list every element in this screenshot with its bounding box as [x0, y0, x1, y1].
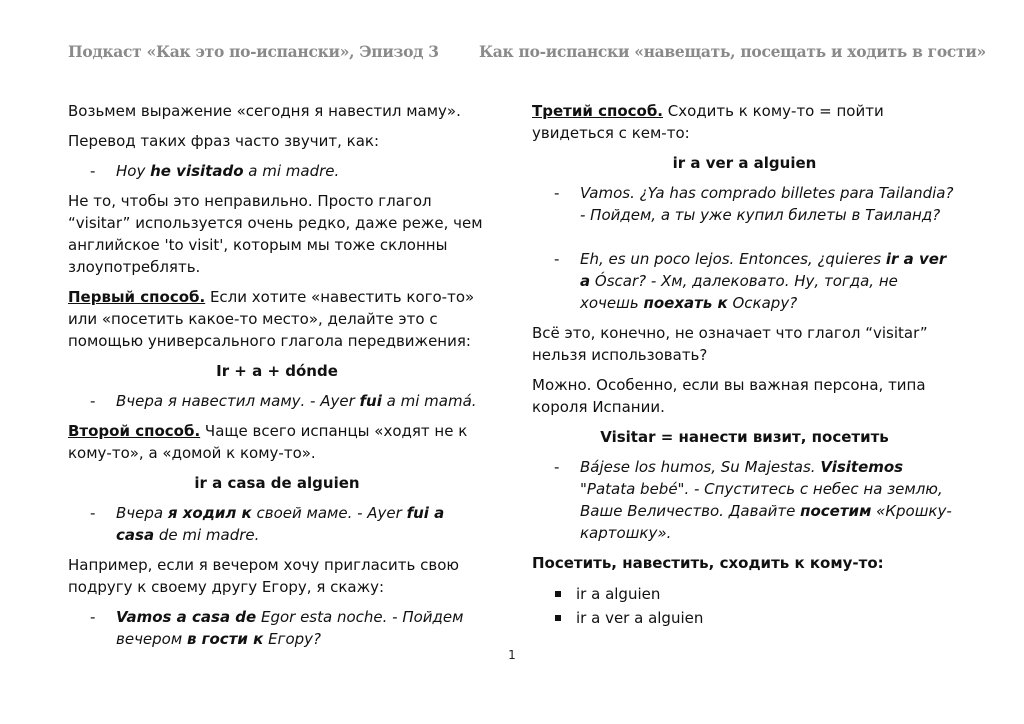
example-item: - Вчера я ходил к своей маме. - Ayer fui a casa de mi madre. [68, 502, 486, 546]
formula: Ir + a + dónde [216, 362, 338, 380]
paragraph: Всё это, конечно, не означает что глагол “visitar” нельзя использовать? [532, 324, 928, 364]
paragraph: Возьмем выражение «сегодня я навестил маму». [68, 102, 461, 120]
example-item: - Eh, es un poco lejos. Entonces, ¿quieres ir a ver a Óscar? - Хм, далековато. Ну, тогда, не хочешь поехать к Оскару? [532, 248, 957, 314]
method-paragraph: Первый способ. Если хотите «навестить кого-то» или «посетить какое-то место», делайте это с помощью универсального глагола передвижения: [68, 288, 475, 350]
formula: ir a casa de alguien [194, 474, 360, 492]
running-header-left: Подкаст «Как это по-испански», Эпизод 3 [68, 42, 439, 61]
method-title: Второй способ. [68, 422, 201, 440]
formula: Visitar = нанести визит, посетить [600, 428, 889, 446]
running-header-right: Как по-испански «навещать, посещать и ходить в гости» [479, 42, 986, 61]
method-title: Первый способ. [68, 288, 206, 306]
summary-title: Посетить, навестить, сходить к кому-то: [532, 554, 884, 572]
example-item: - Bájese los humos, Su Majestas. Visitemos "Patata bebé". - Спуститесь с небес на землю, Ваше Величество. Давайте посетим «Крошку-картошку». [532, 456, 957, 544]
list-item: ir a ver a alguien [532, 606, 957, 630]
method-title: Третий способ. [532, 102, 664, 120]
paragraph: Можно. Особенно, если вы важная персона, типа короля Испании. [532, 376, 926, 416]
method-paragraph: Второй способ. Чаще всего испанцы «ходят не к кому-то», а «домой к кому-то». [68, 422, 468, 462]
list-item: ir a alguien [532, 582, 957, 606]
example-item: - Hoy he visitado a mi madre. [68, 160, 486, 182]
page-number: 1 [508, 648, 516, 662]
paragraph: Перевод таких фраз часто звучит, как: [68, 132, 380, 150]
right-column [532, 100, 957, 630]
method-paragraph: Третий способ. Сходить к кому-то = пойти увидеться с кем-то: [532, 102, 884, 142]
paragraph: Например, если я вечером хочу пригласить свою подругу к своему другу Егору, я скажу: [68, 556, 459, 596]
example-item: - Vamos. ¿Ya has comprado billetes para Tailandia? - Пойдем, а ты уже купил билеты в Таиланд? [532, 182, 957, 226]
example-item: - Вчера я навестил маму. - Ayer fui a mi mamá. [68, 390, 486, 412]
summary-list [532, 582, 957, 630]
formula: ir a ver a alguien [672, 154, 817, 172]
example-item: - Vamos a casa de Egor esta noche. - Пойдем вечером в гости к Егору? [68, 606, 486, 650]
left-column [68, 100, 486, 658]
paragraph: Не то, чтобы это неправильно. Просто глагол “visitar” используется очень редко, даже реже, чем английское 'to visit', которым мы тоже склонны злоупотреблять. [68, 192, 483, 276]
